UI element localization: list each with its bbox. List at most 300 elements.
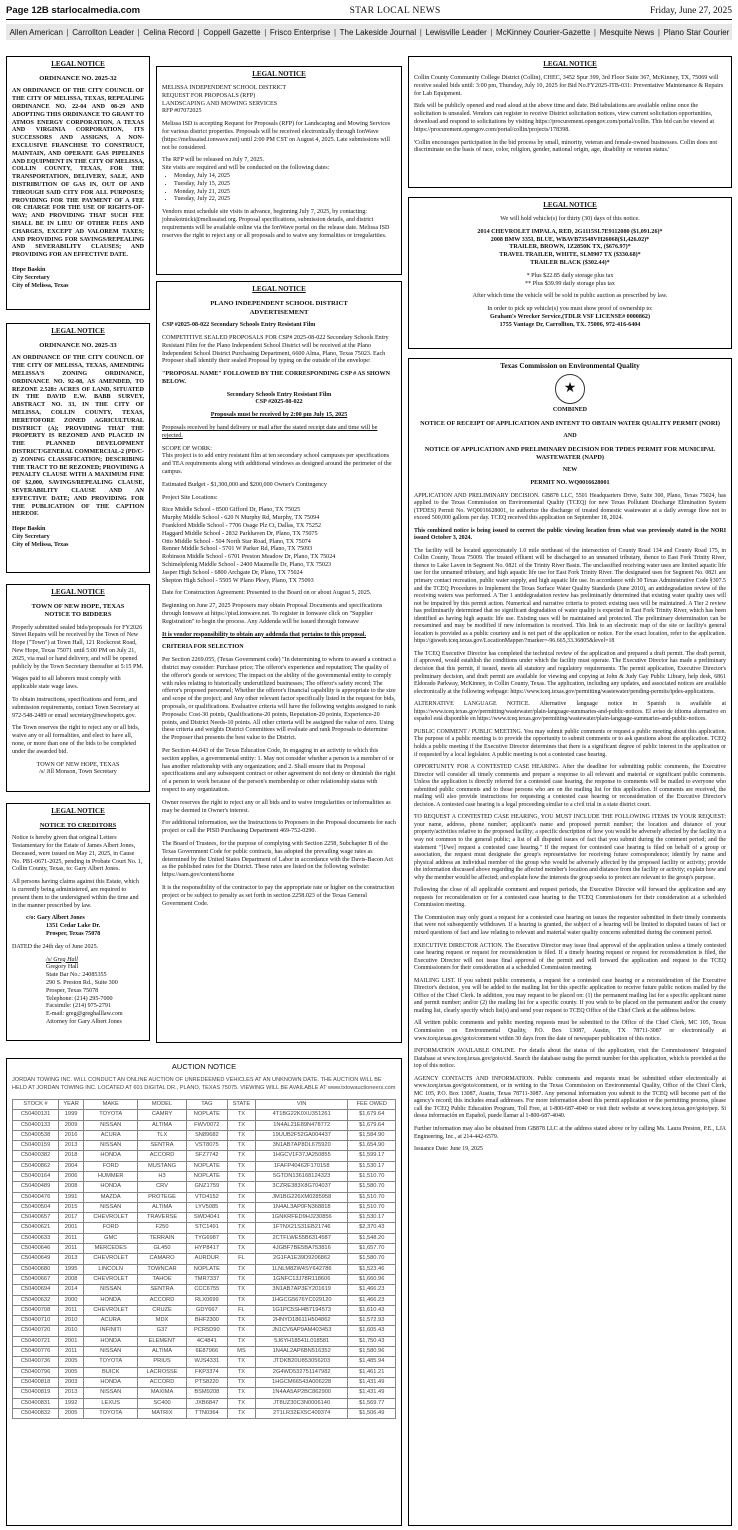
table-cell: TX: [227, 1151, 255, 1161]
table-cell: C50400818: [13, 1377, 59, 1387]
table-cell: C50400862: [13, 1161, 59, 1171]
table-cell: GL450: [138, 1244, 186, 1254]
table-cell: ALTIMA: [138, 1347, 186, 1357]
tceq-paragraph: All written public comments and public meeting requests must be submitted to the Office of the Chief Clerk, MC 105, Texas Commission on Environmental Quality, P.O. Box 13087, Austin, TX 78711-3087 or electronically at www.tceq.texas.gov/goto/comment within 30 days from the date of newspaper publication of this notice.: [414, 1020, 726, 1042]
paper-name-item: Coppell Gazette: [203, 27, 261, 37]
proposal-name-note: "PROPOSAL NAME" FOLLOWED BY THE CORRESPONDING CSP # AS SHOWN BELOW.: [162, 371, 391, 385]
ordinance-32-notice: [6, 56, 150, 310]
table-cell: 1G1PC5SH4B7194573: [255, 1305, 348, 1315]
table-cell: C50400632: [13, 1295, 59, 1305]
vehicle-item: TRAVEL TRAILER, WHITE, SLM907 TX ($330.68)*: [499, 252, 641, 259]
table-row: [13, 1377, 396, 1387]
table-cell: 1HGCM66543A006228: [255, 1377, 348, 1387]
table-cell: $1,523.46: [348, 1264, 396, 1274]
table-row: [13, 1141, 396, 1151]
table-cell: GNZ1759: [186, 1182, 227, 1192]
table-cell: 2017: [59, 1213, 84, 1223]
signer-city: City of Melissa, Texas: [12, 541, 69, 548]
table-cell: 2000: [59, 1295, 84, 1305]
table-cell: 1N4AL21E89N478772: [255, 1120, 348, 1130]
table-row: [13, 1254, 396, 1264]
table-cell: TX: [227, 1182, 255, 1192]
table-cell: C50400504: [13, 1202, 59, 1212]
table-cell: $1,660.96: [348, 1274, 396, 1284]
auction-table-header: [13, 1099, 396, 1109]
table-cell: TX: [227, 1295, 255, 1305]
tceq-paragraph: EXECUTIVE DIRECTOR ACTION. The Executive Director may issue final approval of the application unless a timely contested case hearing request or request for reconsideration is filed. If a timely hearing request or request for reconsideration is filed, the Executive Director will not issue final approval of the permit and will forward the application and request to the TCEQ Commissioners for their consideration at a scheduled Commission meeting.: [414, 942, 726, 972]
table-cell: FL: [227, 1305, 255, 1315]
table-cell: TLX: [138, 1130, 186, 1140]
additional-info: For additional information, see the Instructions to Proposers in the Proposal documents for each project or call the PISD Purchasing Department 469-752-0290.: [162, 820, 396, 835]
auction-table: [12, 1099, 396, 1419]
table-cell: TMR7337: [186, 1274, 227, 1284]
ordinance-number: ORDINANCE NO. 2025-32: [39, 74, 117, 82]
table-cell: 2011: [59, 1305, 84, 1315]
table-cell: MDX: [138, 1316, 186, 1326]
dated-line: DATED the 24th day of June 2025.: [12, 943, 99, 950]
table-cell: 2013: [59, 1254, 84, 1264]
table-cell: NISSAN: [84, 1388, 138, 1398]
table-cell: ACCORD: [138, 1377, 186, 1387]
project-location: Robinson Middle School - 6701 Preston Meadow Dr, Plano, TX 75024: [162, 554, 336, 561]
bid-paragraph-3: To obtain instructions, specifications and form, and submission requirements, contact Town Secretary at 972-548-2489 or email secretary@newhopetx.gov.: [12, 696, 140, 719]
table-cell: 2T1LR32EX5C409374: [255, 1408, 348, 1418]
locations-heading: Project Site Locations:: [162, 494, 218, 501]
tceq-paragraph: The Commission may only grant a request for a contested case hearing on issues the requestor submitted in their timely comments that were not subsequently withdrawn. If a hearing is granted, the subject of a hearing will be limited to disputed issues of fact or mixed questions of fact and law relating to relevant and material water quality concerns submitted during the comment period.: [414, 914, 726, 936]
criteria-text: Per Section 2269.055, (Texas Government code) "In determining to whom to award a contract a district may consider: Purchase price; The offeror's experience and reputation; The quality of the offeror's goods or services; The impact on the ability of the governmental entity to comply with rules relating to historically underutilized businesses; The offeror's safety record; The offeror's proposed personnel; Whether the offeror's financial capability is appropriate to the size and scope of the project; and Any other relevant factor specifically listed in the request for bids, proposals, or qualifications. Evaluative criteria will have the following weights assigned to rank Proposals: Cost-30 points, Qualifications-20 points, Reputation-20 points, Experience-20 points, and District Needs-10 points. All other criteria will be assigned the value of zero. Using these criteria and weights District Committees will evaluate and rank Proposals to determine the Proposer that presents the best value to the District.: [162, 657, 396, 742]
rfp-paragraph-1: Melissa ISD is accepting Request for Proposals (RFP) for Landscaping and Mowing Services for various district properties. Proposals will be received electronically through IonWave (https://melissaisd.ionwave.net) until 2:00 PM CST on August 4, 2025. Late submissions will not be considered.: [162, 121, 391, 151]
table-cell: $1,530.17: [348, 1213, 396, 1223]
table-cell: 2006: [59, 1171, 84, 1181]
table-cell: LYV5085: [186, 1202, 227, 1212]
table-cell: FORD: [84, 1161, 138, 1171]
table-row: [13, 1336, 396, 1346]
table-cell: TOYOTA: [84, 1408, 138, 1418]
table-cell: TX: [227, 1367, 255, 1377]
advertisement-heading: ADVERTISEMENT: [249, 308, 309, 316]
notice-title: LEGAL NOTICE: [51, 807, 105, 815]
column-header: YEAR: [59, 1099, 84, 1109]
table-cell: C50400538: [13, 1130, 59, 1140]
table-cell: $1,580.70: [348, 1182, 396, 1192]
napd-heading: NOTICE OF APPLICATION AND PRELIMINARY DECISION FOR TPDES PERMIT FOR MUNICIPAL WASTEWATER (NAPD): [424, 445, 716, 461]
table-cell: CHEVROLET: [84, 1305, 138, 1315]
table-cell: C50400819: [13, 1388, 59, 1398]
table-cell: PTS8220: [186, 1377, 227, 1387]
table-cell: 2011: [59, 1244, 84, 1254]
proposal-csp: CSP #2025-08-022: [255, 399, 303, 406]
table-cell: LEXUS: [84, 1398, 138, 1408]
table-cell: C50400776: [13, 1347, 59, 1357]
table-cell: C50400489: [13, 1182, 59, 1192]
attorney-line: Attorney for Gary Albert Jones: [46, 1019, 122, 1025]
table-cell: HYP8417: [186, 1244, 227, 1254]
project-location: Schimelpfenig Middle School - 2400 Maumelle Dr, Plano, TX 75023: [162, 562, 332, 569]
attorney-line: Prosper, Texas 75078: [46, 987, 99, 994]
table-cell: TX: [227, 1213, 255, 1223]
table-cell: $1,580.96: [348, 1347, 396, 1357]
table-cell: MERCEDES: [84, 1244, 138, 1254]
table-cell: 1GNKRFED9HJ230856: [255, 1213, 348, 1223]
signer-title: City Secretary: [12, 533, 50, 540]
table-cell: PCR5D90: [186, 1326, 227, 1336]
project-location: Haggard Middle School - 2832 Parkhaven Dr, Plano, TX 75075: [162, 530, 318, 537]
prevailing-wage: The Board of Trustees, for the purpose of complying with Section 2258, Subchapter B of the Texas Government Code for public contracts, has adopted the prevailing wage rates as determined by the United States Department of Labor in accordance with the Davis-Bacon Act as the published rates for the District. These rates are listed on the following website: https://sam.gov/content/home: [162, 840, 393, 879]
table-cell: 2008: [59, 1182, 84, 1192]
care-of-name: c/o: Gary Albert Jones: [26, 915, 85, 922]
table-cell: 3N1AB7AP3EY201619: [255, 1285, 348, 1295]
project-location: Murphy Middle School - 620 N Murphy Rd, Murphy, TX 75094: [162, 515, 320, 522]
table-cell: 2013: [59, 1388, 84, 1398]
due-date: Proposals must be received by 2:00 pm July 15, 2025: [210, 412, 348, 419]
table-cell: NOPLATE: [186, 1110, 227, 1120]
tceq-notice: [408, 358, 732, 1526]
vehicle-item: 2008 BMW 335I, BLUE, WBAVB73548VH26068($1,426.02)*: [490, 236, 650, 243]
vehicle-item: 2014 CHEVROLET IMPALA, RED, 2G1115SL7E9112080 ($1,091.26)*: [477, 228, 663, 235]
tceq-paragraph: Further information may also be obtained from GB878 LLC at the address stated above or by calling Ms. Laura Preston, P.E., LJA Engineering, Inc., at 214-442-6579.: [414, 1126, 726, 1140]
table-cell: JXB6847: [186, 1398, 227, 1408]
table-row: [13, 1244, 396, 1254]
table-cell: TX: [227, 1336, 255, 1346]
ordinance-number: ORDINANCE NO. 2025-33: [39, 341, 117, 349]
paper-separator: |: [137, 27, 140, 37]
paper-name-item: Celina Record: [143, 27, 194, 37]
table-row: [13, 1305, 396, 1315]
tceq-paragraph: INFORMATION AVAILABLE ONLINE. For details about the status of the application, visit the Commissioners' Integrated Database at www.tceq.texas.gov/goto/cid. Search the database using the permit number for this application, which is provided at the top of this notice.: [414, 1048, 726, 1070]
tceq-paragraph: PUBLIC COMMENT / PUBLIC MEETING. You may submit public comments or request a public meeting about this application. The purpose of a public meeting is to provide the opportunity to submit comments or to ask questions about the application. TCEQ holds a public meeting if the Executive Director determines that there is a significant degree of public interest in the application or if requested by a local legislator. A public meeting is not a contested case hearing.: [414, 728, 726, 758]
paper-separator: |: [490, 27, 493, 37]
table-cell: TX: [227, 1408, 255, 1418]
table-cell: 2G1FA1E39D9206862: [255, 1254, 348, 1264]
table-cell: TX: [227, 1192, 255, 1202]
table-cell: C50400667: [13, 1274, 59, 1284]
tceq-paragraph: Following the close of all applicable comment and request periods, the Executive Director will forward the application and any requests for reconsideration or for a contested case hearing to the TCEQ Commissioners for their consideration at a scheduled Commission meeting.: [414, 887, 726, 909]
table-cell: C50400621: [13, 1223, 59, 1233]
column-header: VIN: [255, 1099, 348, 1109]
table-cell: NISSAN: [84, 1141, 138, 1151]
site-visit-date: • Tuesday, July 15, 2025: [174, 181, 396, 189]
paper-list-bar: [6, 24, 732, 40]
storage-fee-2: ** Plus $39.99 daily storage plus tax: [525, 280, 615, 287]
paper-name-item: Carrollton Leader: [72, 27, 135, 37]
hold-intro: We will hold vehicle(s) for thirty (30) days of this notice.: [500, 215, 640, 222]
paper-separator: |: [197, 27, 200, 37]
bid-paragraph-2: Wages paid to all laborers must comply with applicable state wage laws.: [12, 676, 121, 691]
table-cell: FL: [227, 1254, 255, 1264]
table-cell: SN89682: [186, 1130, 227, 1140]
table-cell: C50400736: [13, 1357, 59, 1367]
table-row: [13, 1347, 396, 1357]
table-cell: CAMARO: [138, 1254, 186, 1264]
table-cell: GMC: [84, 1233, 138, 1243]
table-cell: 2018: [59, 1151, 84, 1161]
table-row: [13, 1110, 396, 1120]
table-cell: CHEVROLET: [84, 1274, 138, 1284]
table-row: [13, 1233, 396, 1243]
table-cell: TAHOE: [138, 1274, 186, 1284]
table-row: [13, 1171, 396, 1181]
scope-heading: SCOPE OF WORK:: [162, 445, 213, 452]
table-cell: TX: [227, 1202, 255, 1212]
table-cell: FWV0072: [186, 1120, 227, 1130]
page-number: Page 12B: [6, 5, 49, 16]
table-row: [13, 1223, 396, 1233]
site-visit-dates: [174, 173, 396, 204]
rfp-paragraph-2: Vendors must schedule site visits in advance, beginning July 7, 2025, by contacting: johnskotnicki@melissaisd.org. Proposal specifications, submission details, and district requirements will be available online via the IonWave portal on the release date. Melissa ISD reserves the right to reject any or all proposals and to waive any formalities or irregularities.: [162, 209, 390, 239]
combined-heading: COMBINED: [552, 407, 588, 414]
table-cell: CRUZE: [138, 1305, 186, 1315]
table-cell: $1,610.43: [348, 1305, 396, 1315]
table-cell: $1,569.77: [348, 1398, 396, 1408]
paper-separator: |: [66, 27, 69, 37]
notice-title: LEGAL NOTICE: [51, 327, 105, 335]
table-cell: 1991: [59, 1192, 84, 1202]
table-cell: 2004: [59, 1161, 84, 1171]
table-cell: $1,510.70: [348, 1202, 396, 1212]
table-cell: ACURA: [84, 1130, 138, 1140]
table-cell: ALTIMA: [138, 1120, 186, 1130]
table-cell: $1,548.20: [348, 1233, 396, 1243]
table-cell: ALTIMA: [138, 1202, 186, 1212]
table-cell: C50400633: [13, 1233, 59, 1243]
table-row: [13, 1316, 396, 1326]
table-cell: TX: [227, 1398, 255, 1408]
table-cell: HONDA: [84, 1295, 138, 1305]
table-cell: 2013: [59, 1141, 84, 1151]
plano-isd-notice: [156, 281, 402, 1043]
collin-paragraph-1: Collin County Community College District (Collin), CHEC, 3452 Spur 399, 3rd Floor Suite 367, McKinney, TX, 75069 will receive sealed bids until: 3:00 pm, Thursday, July 10, 2025 for Bid No.FY2025-ITB-031: Preventative Maintenance & Repairs for Lab Equipment.: [414, 74, 724, 97]
page-header: [6, 4, 732, 17]
table-cell: $1,679.64: [348, 1110, 396, 1120]
tceq-paragraph: Issuance Date: June 19, 2025: [414, 1146, 483, 1153]
project-location: Rice Middle School - 8500 Gifford Dr, Plano, TX 75025: [162, 507, 301, 514]
tceq-paragraph: The facility will be located approximately 1.0 mile northeast of the intersection of County Road 134 and County Road 175, in Collin County, Texas 75009. The treated effluent will be discharged to an unnamed tributary, thence to East Fork Trinity River, thence to Lake Lavon in Segment No. 0821 of the Trinity River Basin. The unclassified receiving water uses are limited aquatic life use for the unnamed tributary, and high aquatic life use for East Fork Trinity River. The designated uses for Segment No. 0821 are primary contact recreation, public water supply, and high aquatic life use. In accordance with 30 Texas Administrative Code §307.5 and the TCEQ Procedures to Implement the Texas Surface Water Quality Standards (June 2010), an antidegradation review of the receiving waters was performed. A Tier 1 antidegradation review has preliminarily determined that existing water quality uses will not be impaired by this permit action. Numerical and narrative criteria to protect existing uses will be maintained. A Tier 2 review has preliminarily determined that no significant degradation of water quality is expected in East Fork Trinity River, which has been identified as having high aquatic life use. Existing uses will be maintained and protected. The preliminary determination can be reexamined and may be modified if new information is received. This link to an electronic map of the site or facility's general location is provided as a public courtesy and is not part of the application or notice. For the exact location, refer to the application. https://gisweb.tceq.texas.gov/LocationMapper/?marker=-96.665,33.36805&level=18: [414, 547, 726, 645]
table-cell: C50400657: [13, 1213, 59, 1223]
table-cell: $1,599.17: [348, 1151, 396, 1161]
table-cell: 2HNYD18611H504862: [255, 1316, 348, 1326]
project-location: Frankford Middle School - 7706 Osage Plz Ct, Dallas, TX 75252: [162, 523, 321, 530]
town-signature: TOWN OF NEW HOPE, TEXAS: [36, 761, 120, 768]
table-cell: BHF2300: [186, 1316, 227, 1326]
table-cell: TX: [227, 1244, 255, 1254]
table-cell: TX: [227, 1130, 255, 1140]
notice-title: LEGAL NOTICE: [543, 60, 597, 68]
table-row: [13, 1326, 396, 1336]
permit-number: PERMIT NO. WQ0016628001: [530, 479, 610, 486]
table-cell: 2010: [59, 1316, 84, 1326]
vehicle-item: TRAILER BLACK ($302.44)*: [530, 259, 610, 266]
table-cell: JTDKB20U853056203: [255, 1357, 348, 1367]
table-cell: 1995: [59, 1264, 84, 1274]
late-note: Proposals received by hand delivery or mail after the stated receipt date and time will be rejected.: [162, 425, 378, 439]
table-cell: 1N4AL2AP6BN516352: [255, 1347, 348, 1357]
table-cell: HONDA: [84, 1377, 138, 1387]
creditors-paragraph-2: All persons having claims against this Estate, which is currently being administered, are required to present them to the undersigned within the time and in the manner prescribed by law.: [12, 879, 139, 909]
rfp-release: The RFP will be released on July 7, 2025.: [162, 157, 265, 164]
table-cell: BSM9208: [186, 1388, 227, 1398]
table-cell: F250: [138, 1223, 186, 1233]
table-cell: TOYOTA: [84, 1357, 138, 1367]
table-cell: 19UUB2F52GA004437: [255, 1130, 348, 1140]
attorney-line: 290 S. Preston Rd., Suite 300: [46, 980, 118, 987]
new-heading: NEW: [562, 466, 578, 473]
notice-title: LEGAL NOTICE: [51, 588, 105, 596]
table-cell: TYG6987: [186, 1233, 227, 1243]
town-heading: TOWN OF NEW HOPE, TEXAS: [31, 602, 125, 610]
table-row: [13, 1264, 396, 1274]
ordinance-body: AN ORDINANCE OF THE CITY COUNCIL OF THE CITY OF MELISSA, TEXAS, AMENDING MELISSA'S ZONING ORDINANCE, ORDINANCE NO. 92-08, AS AMENDED, TO REZONE 2.528± ACRES OF LAND, SITUATED IN THE DAVID E.W. BABB SURVEY, ABSTRACT NO. 33, IN THE CITY OF MELISSA, COLLIN COUNTY, TEXAS, HERETOFORE ZONED AGRICULTURAL DISTRICT (A); PROVIDING THAT THE PROPERTY IS REZONED AND PLACED IN THE PLANNED DEVELOPMENT DISTRICT/GENERAL COMMERCIAL-2 (PD/C-2) ZONING CLASSIFICATION; DESCRIBING THE TRACT TO BE REZONED; PROVIDING A PENALTY CLAUSE WITH A MAXIMUM FINE OF $2,000, SAVINGS/REPEALING CLAUSE, SEVERABILITY CLAUSE AND AN EFFECTIVE DATE; AND PROVIDING FOR THE PUBLICATION OF THE CAPTION HEREOF.: [12, 355, 144, 518]
project-location: Otto Middle School - 504 North Star Road, Plano, TX 75074: [162, 538, 311, 545]
site-visit-date: • Monday, July 21, 2025: [174, 189, 396, 197]
header-rule: [6, 19, 732, 20]
table-row: [13, 1151, 396, 1161]
site-visit-date: • Tuesday, July 22, 2025: [174, 196, 396, 204]
table-cell: ACURA: [84, 1316, 138, 1326]
table-cell: NOPLATE: [186, 1264, 227, 1274]
care-of-city: Prosper, Texas 75078: [46, 931, 101, 938]
table-row: [13, 1285, 396, 1295]
table-cell: $1,510.70: [348, 1171, 396, 1181]
table-cell: 4JGBF7BE5BA753816: [255, 1244, 348, 1254]
table-cell: C50400832: [13, 1408, 59, 1418]
table-cell: $1,461.21: [348, 1367, 396, 1377]
attorney-signature: /s/ Greg Hall: [46, 956, 78, 963]
paper-name-item: Allen American: [9, 27, 63, 37]
table-cell: CHEVROLET: [84, 1213, 138, 1223]
table-cell: TX: [227, 1285, 255, 1295]
tceq-paragraph: MAILING LIST. If you submit public comments, a request for a contested case hearing or a reconsideration of the Executive Director's decision, you will be added to the mailing list for this specific application to receive future public notices mailed by the Office of the Chief Clerk. In addition, you may request to be placed on: (1) the permanent mailing list for a specific applicant name and permit number; and/or (2) the mailing list for a specific county. If you wish to be placed on the permanent and/or the county mailing list, clearly specify which list(s) and send your request to TCEQ Office of the Chief Clerk at the address below.: [414, 977, 726, 1014]
table-cell: 2001: [59, 1336, 84, 1346]
contractor-responsibility: It is the responsibility of the contractor to pay the appropriate rate or higher on the construction project or be subject to penalty as set forth in section 2258.023 of the Texas General Government Code.: [162, 884, 395, 907]
table-cell: 5J6YH18541L018581: [255, 1336, 348, 1346]
tceq-paragraph: ALTERNATIVE LANGUAGE NOTICE. Alternative language notice in Spanish is available at https://www.tceq.texas.gov/permitting/wastewater/plain-language-summaries-and-public-notices. El aviso de idioma alternativo en español está disponible en https://www.tceq.texas.gov/permitting/wastewater/plain-language-summaries-and-public-notices.: [414, 701, 726, 723]
table-cell: $1,485.94: [348, 1357, 396, 1367]
signer-title: City Secretary: [12, 274, 50, 281]
section-44-text: Per Section 44.043 of the Texas Education Code, In engaging in an activity to which this section applies, a governmental entity: 1. May not consider whether a person is a member of or has another relationship with any organization; and 2. Shall ensure that its Proposal specifications and any subsequent contract or other agreement do not deny or diminish the right of a person to work because of the person's membership or other relationship status with respect to any organization.: [162, 747, 396, 793]
table-cell: C50400721: [13, 1336, 59, 1346]
auction-statement: After which time the vehicle will be sold in public auction as prescribed by law.: [472, 293, 668, 300]
table-cell: HONDA: [84, 1151, 138, 1161]
table-cell: 2015: [59, 1202, 84, 1212]
table-cell: 4T1BG22K0XU351261: [255, 1110, 348, 1120]
table-row: [13, 1161, 396, 1171]
table-cell: TX: [227, 1357, 255, 1367]
column-header: MODEL: [138, 1099, 186, 1109]
table-cell: H3: [138, 1171, 186, 1181]
paper-separator: |: [419, 27, 422, 37]
table-cell: MUSTANG: [138, 1161, 186, 1171]
table-cell: $1,584.90: [348, 1130, 396, 1140]
project-location: Renner Middle School - 5701 W Parker Rd, Plano, TX 75093: [162, 546, 313, 553]
paper-name-item: Mesquite News: [599, 27, 655, 37]
table-row: [13, 1202, 396, 1212]
table-cell: 2008: [59, 1274, 84, 1284]
table-cell: TX: [227, 1223, 255, 1233]
table-cell: 4C4841: [186, 1336, 227, 1346]
table-cell: HONDA: [84, 1336, 138, 1346]
table-cell: TX: [227, 1120, 255, 1130]
table-cell: C50400680: [13, 1264, 59, 1274]
table-cell: C50400649: [13, 1254, 59, 1264]
table-cell: $1,431.49: [348, 1377, 396, 1387]
signer-city: City of Melissa, Texas: [12, 282, 69, 289]
notice-title: LEGAL NOTICE: [252, 285, 306, 293]
table-cell: CAMRY: [138, 1110, 186, 1120]
paper-name-item: Lewisville Leader: [425, 27, 487, 37]
wrecker-company: Graham's Wrecker Service,(TDLR VSF LICENSE# 0000862): [489, 313, 651, 320]
tceq-body: [414, 493, 726, 1154]
table-cell: C50400159: [13, 1141, 59, 1151]
collin-paragraph-3: 'Collin encourages participation in the bid process by small, minority, veteran and female-owned businesses. Collin does not discriminate on the basis of race, color, religion, gender, national origin, age, disability or veteran status.': [414, 139, 718, 154]
table-cell: TX: [227, 1233, 255, 1243]
table-cell: C50400708: [13, 1305, 59, 1315]
issue-date: Friday, June 27, 2025: [650, 5, 732, 16]
construction-date: Date for Construction Agreement: Presented to the Board on or about August 5, 2025.: [162, 590, 372, 597]
table-cell: 1FTNX21S31EB21746: [255, 1223, 348, 1233]
table-cell: C50400796: [13, 1367, 59, 1377]
paper-name-item: Plano Star Courier: [663, 27, 730, 37]
table-cell: C50400710: [13, 1316, 59, 1326]
tceq-paragraph: AGENCY CONTACTS AND INFORMATION. Public comments and requests must be submitted either electronically at www.tceq.texas.gov/goto/comment, or in writing to the Texas Commission on Environmental Quality, Office of the Chief Clerk, MC 105, P.O. Box 13087, Austin, Texas 78711-3087. Any personal information you submit to the TCEQ will become part of the agency's record; this includes email addresses. For more information about this permit application or the permitting process, please call the TCEQ Public Education Program, Toll Free, at 1-800-687-4040 or visit their website at www.tceq.texas.gov/goto/pep. Si desea información en Español, puede llamar al 1-800-687-4040.: [414, 1075, 726, 1120]
table-cell: 3CZRE383X8G704037: [255, 1182, 348, 1192]
table-cell: 1GNFC13J78R118606: [255, 1274, 348, 1284]
rfp-heading-line: REQUEST FOR PROPOSALS (RFP): [162, 92, 256, 99]
table-cell: 1HGCV1F37JA250855: [255, 1151, 348, 1161]
table-cell: 6E87966: [186, 1347, 227, 1357]
table-cell: JM1BG226XM0285958: [255, 1192, 348, 1202]
table-cell: TX: [227, 1274, 255, 1284]
table-cell: $1,466.23: [348, 1285, 396, 1295]
pisd-paragraph-1: COMPETITIVE SEALED PROPOSALS FOR CSP# 2025-08-022 Secondary Schools Entry Resistant Film for the Plano Independent School District will be received at the Plano Independent School District Purchasing Department, 6600 Alma, Plano, Texas 75023. Each Proposer shall identify their sealed Proposal by typing on the outside of the envelope:: [162, 334, 389, 365]
table-row: [13, 1295, 396, 1305]
attorney-line: Telephone: (214) 295-7000: [46, 995, 113, 1002]
table-cell: SENTRA: [138, 1285, 186, 1295]
rfp-heading-line: MELISSA INDEPENDENT SCHOOL DISTRICT: [162, 84, 287, 91]
collin-college-bid-notice: [408, 56, 732, 188]
table-cell: NOPLATE: [186, 1161, 227, 1171]
table-row: [13, 1408, 396, 1418]
tceq-paragraph: APPLICATION AND PRELIMINARY DECISION. GB878 LLC, 5501 Headquarters Drive, Suite 300, Plano, Texas 75024, has applied to the Texas Commission on Environmental Quality (TCEQ) for new Texas Pollutant Discharge Elimination System (TPDES) Permit No. WQ0016628001, to authorize the discharge of treated domestic wastewater at a daily average flow not to exceed 500,000 gallons per day. TCEQ received this application on September 18, 2024.: [414, 492, 726, 522]
notice-title: LEGAL NOTICE: [252, 70, 306, 78]
table-cell: CHEVROLET: [84, 1254, 138, 1264]
table-row: [13, 1120, 396, 1130]
criteria-heading: CRITERIA FOR SELECTION: [162, 644, 244, 651]
table-cell: 1HGCG5676YC029120: [255, 1295, 348, 1305]
table-cell: TX: [227, 1141, 255, 1151]
table-row: [13, 1367, 396, 1377]
signer-name: Hope Baskin: [12, 526, 46, 533]
table-cell: CRV: [138, 1182, 186, 1192]
auction-table-body: [13, 1110, 396, 1419]
column-header: STATE: [227, 1099, 255, 1109]
attorney-line: E-mail: greg@greghalllaw.com: [46, 1011, 123, 1018]
notice-title: LEGAL NOTICE: [51, 60, 105, 68]
table-cell: TRAVERSE: [138, 1213, 186, 1223]
texas-seal-icon: ★: [555, 374, 585, 404]
table-cell: $1,510.70: [348, 1192, 396, 1202]
bid-paragraph-1: Properly submitted sealed bids/proposals for FY2026 Street Repairs will be received by the Town of New Hope ("Town") at Town Hall, 121 Rockcrest Road, New Hope, Texas 75071 until 5:00 PM on July 21, 2025, via mail or hand delivery, and will be opened publicly by the Town Secretary thereafter at 5:15 PM.: [12, 624, 144, 670]
table-cell: TX: [227, 1377, 255, 1387]
table-cell: TX: [227, 1264, 255, 1274]
table-cell: TERRAIN: [138, 1233, 186, 1243]
table-cell: G37: [138, 1326, 186, 1336]
new-hope-bid-notice: [6, 584, 150, 792]
table-cell: 1FAFP40462F170158: [255, 1161, 348, 1171]
table-cell: C50400164: [13, 1171, 59, 1181]
vehicle-hold-notice: [408, 197, 732, 349]
nori-heading: NOTICE OF RECEIPT OF APPLICATION AND INTENT TO OBTAIN WATER QUALITY PERMIT (NORI): [420, 420, 720, 428]
table-cell: $1,530.17: [348, 1161, 396, 1171]
